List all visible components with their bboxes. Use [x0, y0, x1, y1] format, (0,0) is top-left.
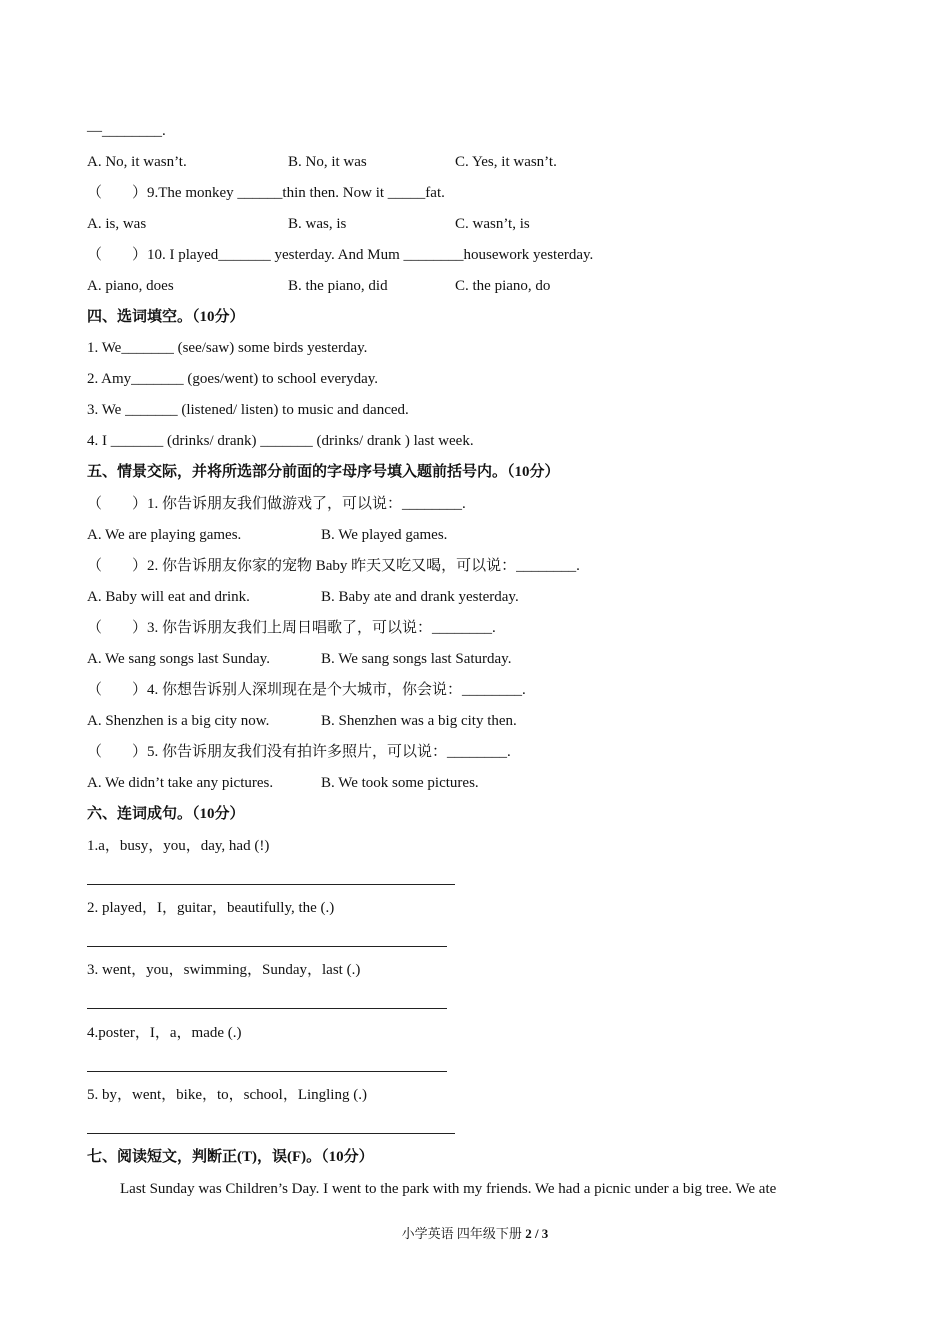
question-stem: （ ）3. 你告诉朋友我们上周日唱歌了，可以说：________. — [87, 620, 496, 636]
section-heading: 六、连词成句。（10分） — [87, 806, 245, 822]
question-stem: （ ）1. 你告诉朋友我们做游戏了，可以说：________. — [87, 496, 466, 512]
word-order-item: 3. went，you，swimming，Sunday，last (.) — [87, 962, 361, 978]
option-c: C. Yes, it wasn’t. — [455, 154, 557, 170]
option-a: A. Baby will eat and drink. — [87, 589, 250, 605]
word-order-item: 4.poster，I，a，made (.) — [87, 1025, 242, 1041]
footer-label: 小学英语 四年级下册 — [401, 1226, 526, 1241]
section-heading: 四、选词填空。（10分） — [87, 309, 245, 325]
section-heading: 七、阅读短文，判断正(T)，误(F)。（10分） — [87, 1149, 374, 1165]
option-b: B. Shenzhen was a big city then. — [321, 713, 517, 729]
option-a: A. We didn’t take any pictures. — [87, 775, 274, 791]
question-stem: （ ）10. I played_______ yesterday. And Mum ________housework yesterday. — [87, 247, 594, 263]
word-order-item: 5. by，went，bike，to，school，Lingling (.) — [87, 1087, 367, 1103]
option-b: B. We played games. — [321, 527, 448, 543]
answer-line — [87, 1133, 455, 1134]
word-order-item: 1.a，busy，you，day, had (!) — [87, 838, 270, 854]
option-c: C. the piano, do — [455, 278, 551, 294]
fill-item: 2. Amy_______ (goes/went) to school everyday. — [87, 371, 379, 387]
option-a: A. piano, does — [87, 278, 174, 294]
option-c: C. wasn’t, is — [455, 216, 530, 232]
option-a: A. No, it wasn’t. — [87, 154, 187, 170]
fill-item: 4. I _______ (drinks/ drank) _______ (drinks/ drank ) last week. — [87, 433, 474, 449]
answer-line — [87, 1071, 447, 1072]
fill-item: 1. We_______ (see/saw) some birds yesterday. — [87, 340, 368, 356]
fill-item: 3. We _______ (listened/ listen) to music and danced. — [87, 402, 409, 418]
option-b: B. We took some pictures. — [321, 775, 479, 791]
option-b: B. was, is — [288, 216, 347, 232]
page-footer — [0, 1226, 950, 1242]
option-b: B. No, it was — [288, 154, 367, 170]
section-heading: 五、情景交际，并将所选部分前面的字母序号填入题前括号内。（10分） — [87, 464, 560, 480]
option-b: B. the piano, did — [288, 278, 388, 294]
answer-line — [87, 1008, 447, 1009]
question-stem: （ ）9.The monkey ______thin then. Now it _____fat. — [87, 185, 445, 201]
word-order-item: 2. played，I，guitar，beautifully, the (.) — [87, 900, 335, 916]
reading-passage: Last Sunday was Children’s Day. I went to the park with my friends. We had a picnic under a big tree. We ate — [120, 1181, 777, 1197]
option-a: A. is, was — [87, 216, 147, 232]
option-a: A. Shenzhen is a big city now. — [87, 713, 270, 729]
option-a: A. We sang songs last Sunday. — [87, 651, 270, 667]
option-b: B. We sang songs last Saturday. — [321, 651, 512, 667]
option-b: B. Baby ate and drank yesterday. — [321, 589, 519, 605]
answer-line — [87, 884, 455, 885]
answer-line — [87, 946, 447, 947]
question-stem: （ ）5. 你告诉朋友我们没有拍许多照片，可以说：________. — [87, 744, 511, 760]
page-number: 2 / 3 — [525, 1226, 549, 1241]
question-stem: （ ）4. 你想告诉别人深圳现在是个大城市，你会说：________. — [87, 682, 526, 698]
option-a: A. We are playing games. — [87, 527, 242, 543]
question-stem: （ ）2. 你告诉朋友你家的宠物 Baby 昨天又吃又喝，可以说：________. — [87, 558, 580, 574]
answer-blank-line: —________. — [87, 123, 166, 139]
